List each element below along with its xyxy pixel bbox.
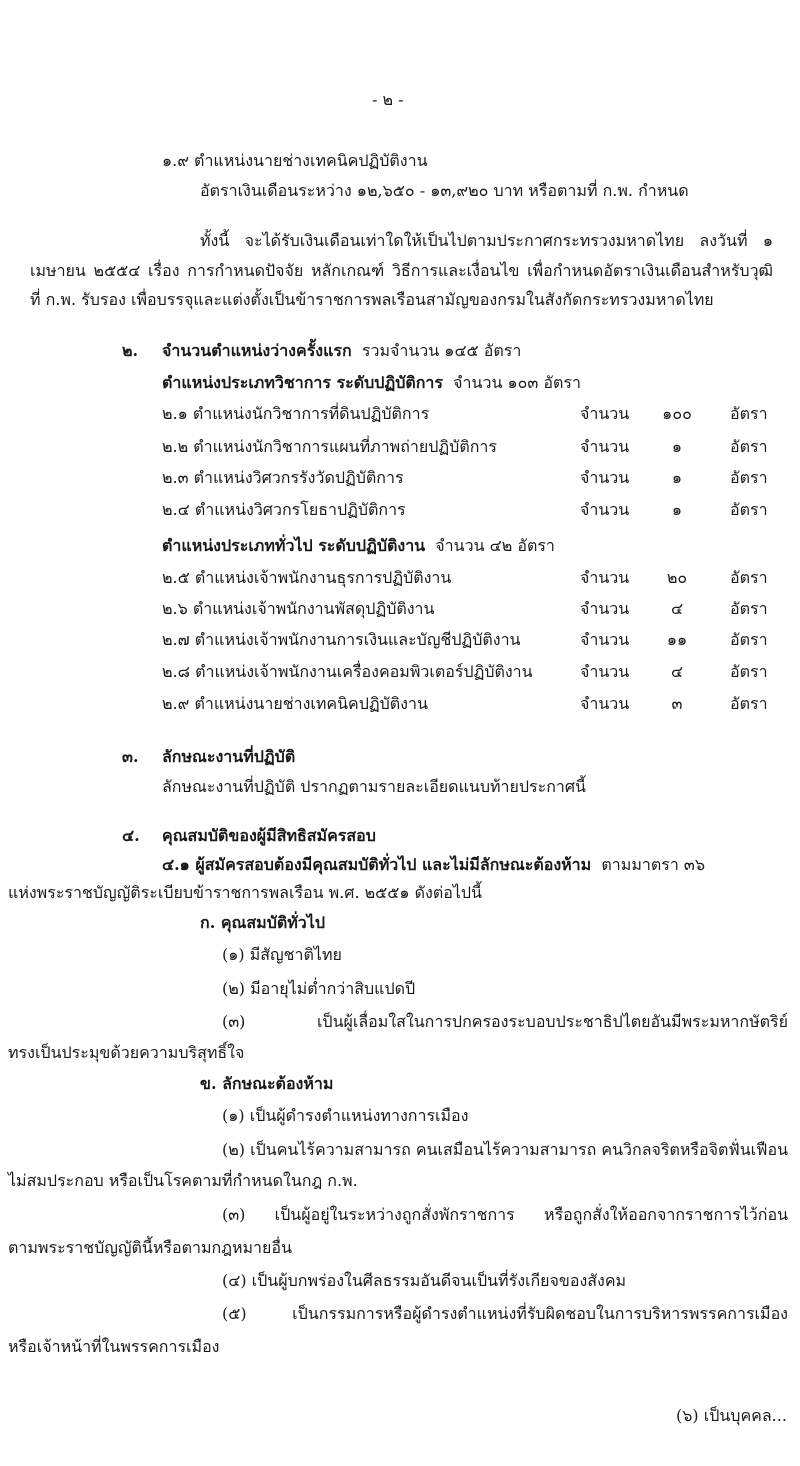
continuation-marker: (๖) เป็นบุคคล... (676, 1406, 787, 1425)
position-count: ๑ (671, 468, 683, 487)
salary-note-line-1: ทั้งนี้ จะได้รับเงินเดือนเท่าใดให้เป็นไปตามประกาศกระทรวงมหาดไทย ลงวันที่ ๑ (200, 231, 773, 250)
section-2-title: จำนวนตำแหน่งว่างครั้งแรก (162, 341, 352, 360)
count-label: จำนวน (580, 437, 630, 456)
prohibition-item-4: (๔) เป็นผู้บกพร่องในศีลธรรมอันดีจนเป็นที่รังเกียจของสังคม (222, 1271, 627, 1290)
count-unit: อัตรา (730, 662, 768, 681)
count-unit: อัตรา (730, 630, 768, 649)
count-label: จำนวน (580, 694, 630, 713)
position-row (162, 402, 782, 426)
salary-note-line-2: เมษายน ๒๕๕๔ เรื่อง การกำหนดปัจจัย หลักเกณฑ์ วิธีการและเงื่อนไข เพื่อกำหนดอัตราเงินเดือนสำหรับวุฒิ (30, 261, 773, 280)
group-academic-count: จำนวน ๑๐๓ อัตรา (453, 373, 581, 392)
section-4-1-intro (162, 854, 705, 876)
position-name: ๒.๖ ตำแหน่งเจ้าพนักงานพัสดุปฏิบัติงาน (162, 599, 435, 618)
group-general-heading (162, 535, 555, 557)
position-count: ๓ (671, 694, 683, 713)
count-label: จำนวน (580, 568, 630, 587)
position-name: ๒.๒ ตำแหน่งนักวิชาการแผนที่ภาพถ่ายปฏิบัติการ (162, 437, 497, 456)
general-item-3-cont: ทรงเป็นประมุขด้วยความบริสุทธิ์ใจ (8, 1043, 245, 1062)
count-unit: อัตรา (730, 468, 768, 487)
position-count: ๑ (671, 500, 683, 519)
prohibition-item-2: (๒) เป็นคนไร้ความสามารถ คนเสมือนไร้ความสามารถ คนวิกลจริตหรือจิตฟั่นเฟือน (222, 1140, 788, 1159)
count-unit: อัตรา (730, 404, 768, 423)
position-count: ๑๐๐ (662, 404, 692, 423)
count-unit: อัตรา (730, 694, 768, 713)
position-count: ๒๐ (666, 568, 688, 587)
section-2-total: รวมจำนวน ๑๔๕ อัตรา (361, 341, 522, 360)
position-name: ๒.๓ ตำแหน่งวิศวกรรังวัดปฏิบัติการ (162, 468, 404, 487)
section-2-number: ๒. (122, 341, 139, 360)
group-general-title: ตำแหน่งประเภททั่วไป ระดับปฏิบัติงาน (162, 536, 426, 555)
position-count: ๑ (671, 437, 683, 456)
position-row (162, 597, 782, 621)
position-count: ๔ (670, 662, 684, 681)
section-3-title: ลักษณะงานที่ปฏิบัติ (162, 747, 296, 766)
salary-range: อัตราเงินเดือนระหว่าง ๑๒,๖๕๐ - ๑๓,๙๒๐ บาท หรือตามที่ ก.พ. กำหนด (200, 181, 689, 200)
count-label: จำนวน (580, 404, 630, 423)
count-unit: อัตรา (730, 500, 768, 519)
salary-note-line-3: ที่ ก.พ. รับรอง เพื่อบรรจุและแต่งตั้งเป็นข้าราชการพลเรือนสามัญของกรมในสังกัดกระทรวงมหาดไทย (30, 290, 714, 309)
position-row (162, 660, 782, 684)
section-4-1-intro-rest: ตามมาตรา ๓๖ (601, 855, 705, 874)
item-1-9: ๑.๙ ตำแหน่งนายช่างเทคนิคปฏิบัติงาน (162, 151, 428, 170)
section-4-title: คุณสมบัติของผู้มีสิทธิสมัครสอบ (162, 826, 376, 845)
prohibition-item-1: (๑) เป็นผู้ดำรงตำแหน่งทางการเมือง (222, 1106, 469, 1125)
section-4-number: ๔. (122, 826, 140, 845)
count-unit: อัตรา (730, 437, 768, 456)
section-4-1-intro-bold: ๔.๑ ผู้สมัครสอบต้องมีคุณสมบัติทั่วไป และไม่มีลักษณะต้องห้าม (162, 855, 592, 874)
group-academic-title: ตำแหน่งประเภทวิชาการ ระดับปฏิบัติการ (162, 373, 443, 392)
position-name: ๒.๙ ตำแหน่งนายช่างเทคนิคปฏิบัติงาน (162, 694, 428, 713)
count-unit: อัตรา (730, 599, 768, 618)
prohibition-item-5-cont: หรือเจ้าหน้าที่ในพรรคการเมือง (8, 1337, 220, 1356)
position-row (162, 566, 782, 590)
position-name: ๒.๑ ตำแหน่งนักวิชาการที่ดินปฏิบัติการ (162, 404, 430, 423)
count-label: จำนวน (580, 500, 630, 519)
prohibition-item-2-cont: ไม่สมประกอบ หรือเป็นโรคตามที่กำหนดในกฎ ก.พ. (8, 1171, 358, 1190)
prohibition-item-5: (๕) เป็นกรรมการหรือผู้ดำรงตำแหน่งที่รับผิดชอบในการบริหารพรรคการเมือง (222, 1304, 788, 1323)
prohibition-item-3-cont: ตามพระราชบัญญัตินี้หรือตามกฎหมายอื่น (8, 1238, 292, 1257)
position-row (162, 498, 782, 522)
section-3-body: ลักษณะงานที่ปฏิบัติ ปรากฏตามรายละเอียดแนบท้ายประกาศนี้ (162, 777, 586, 796)
position-row (162, 628, 782, 652)
position-row (162, 466, 782, 490)
position-count: ๑๑ (666, 630, 688, 649)
general-item-3: (๓) เป็นผู้เลื่อมใสในการปกครองระบอบประชาธิปไตยอันมีพระมหากษัตริย์ (222, 1012, 788, 1031)
count-label: จำนวน (580, 662, 630, 681)
prohibitions-title: ข. ลักษณะต้องห้าม (200, 1074, 334, 1093)
count-label: จำนวน (580, 468, 630, 487)
count-unit: อัตรา (730, 568, 768, 587)
general-qualifications-title: ก. คุณสมบัติทั่วไป (200, 913, 325, 932)
group-general-count: จำนวน ๔๒ อัตรา (435, 536, 555, 555)
general-item-1: (๑) มีสัญชาติไทย (222, 945, 342, 964)
position-name: ๒.๘ ตำแหน่งเจ้าพนักงานเครื่องคอมพิวเตอร์ปฏิบัติงาน (162, 662, 533, 681)
position-row (162, 692, 782, 716)
position-row (162, 435, 782, 459)
section-3-number: ๓. (122, 747, 139, 766)
position-name: ๒.๗ ตำแหน่งเจ้าพนักงานการเงินและบัญชีปฏิบัติงาน (162, 630, 521, 649)
position-name: ๒.๔ ตำแหน่งวิศวกรโยธาปฏิบัติการ (162, 500, 406, 519)
count-label: จำนวน (580, 599, 630, 618)
group-academic-heading (162, 372, 581, 394)
section-2-heading (162, 340, 521, 362)
page-number: - ๒ - (372, 90, 404, 109)
position-name: ๒.๕ ตำแหน่งเจ้าพนักงานธุรการปฏิบัติงาน (162, 568, 452, 587)
count-label: จำนวน (580, 630, 630, 649)
section-4-1-intro-line-2: แห่งพระราชบัญญัติระเบียบข้าราชการพลเรือน พ.ศ. ๒๕๕๑ ดังต่อไปนี้ (8, 883, 482, 902)
position-count: ๔ (670, 599, 684, 618)
prohibition-item-3: (๓) เป็นผู้อยู่ในระหว่างถูกสั่งพักราชการ หรือถูกสั่งให้ออกจากราชการไว้ก่อน (222, 1205, 788, 1224)
general-item-2: (๒) มีอายุไม่ต่ำกว่าสิบแปดปี (222, 979, 416, 998)
